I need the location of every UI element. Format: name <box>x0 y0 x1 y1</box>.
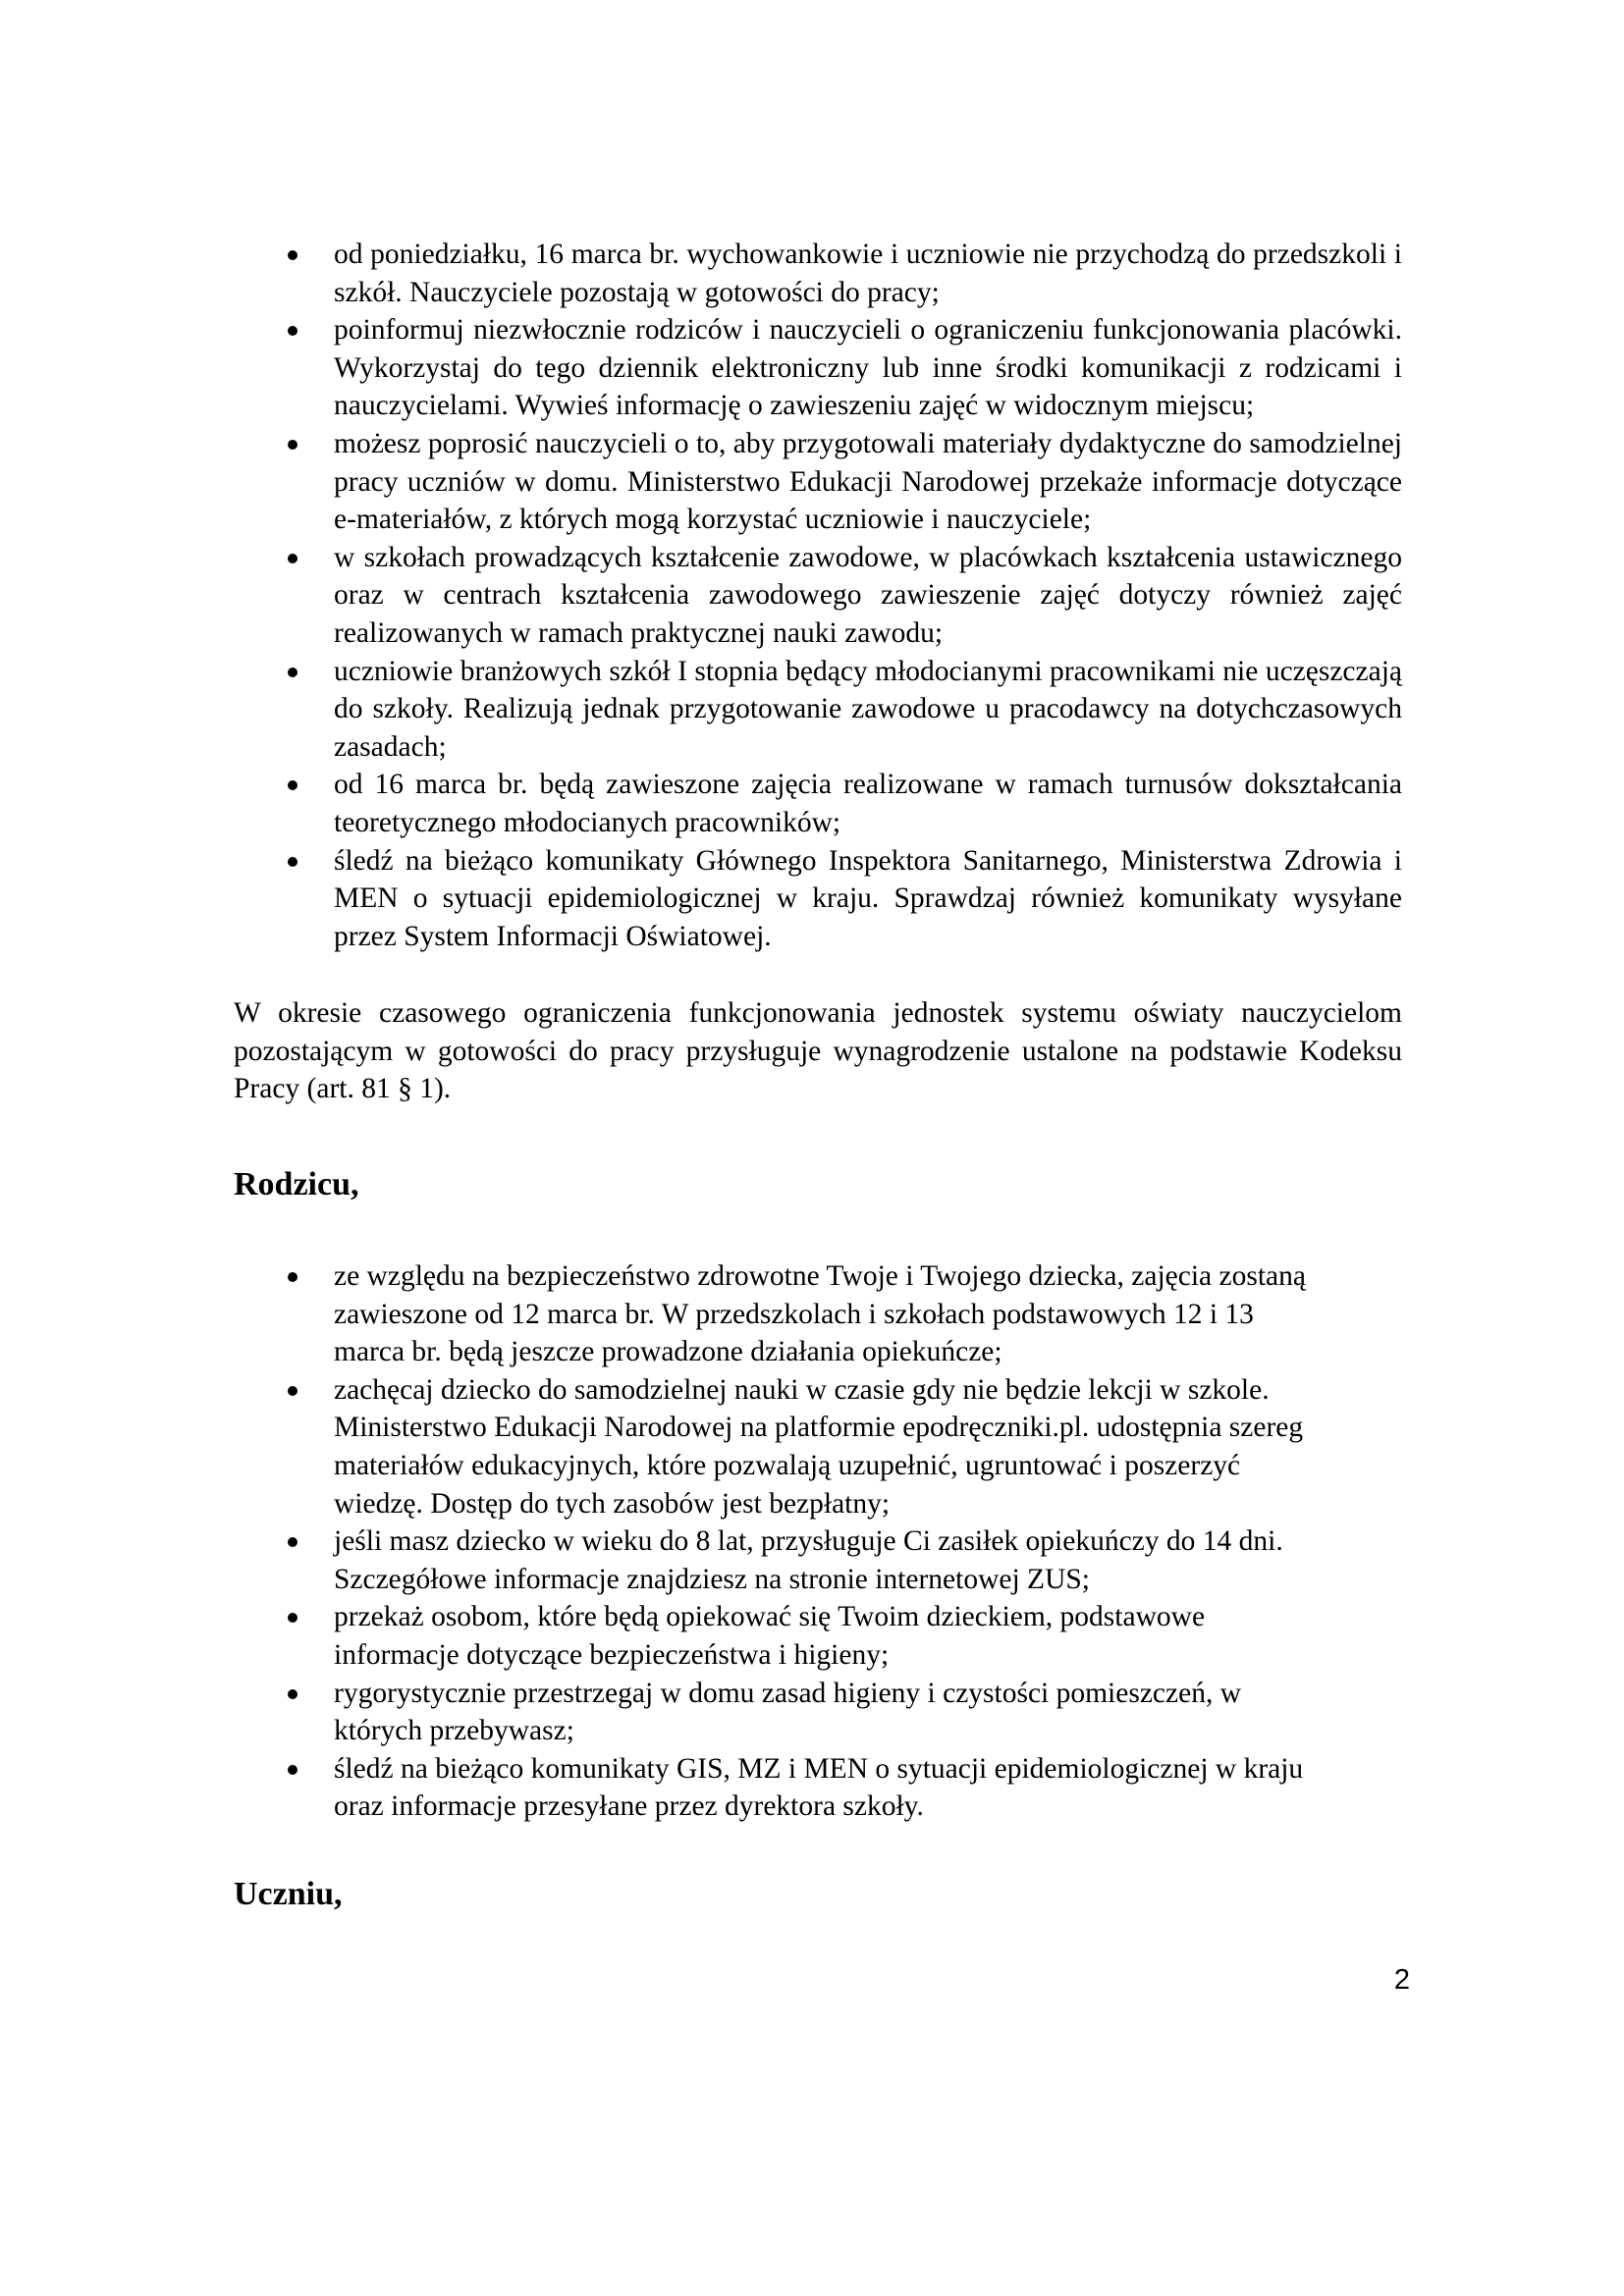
bullet-icon <box>288 667 298 677</box>
bullet-icon <box>288 326 298 336</box>
list-item <box>234 842 1402 956</box>
list-item-line: przekaż osobom, które będą opiekować się Twoim dzieckiem, podstawowe <box>334 1601 1206 1633</box>
list-item-line: wiedzę. Dostęp do tych zasobów jest bezpłatny; <box>334 1487 891 1520</box>
list-item-line: Szczegółowe informacje znajdziesz na stronie internetowej ZUS; <box>334 1563 1090 1595</box>
list-item-line: marca br. będą jeszcze prowadzone działania opiekuńcze; <box>334 1336 1002 1368</box>
bullet-icon <box>288 1613 298 1623</box>
list-item-line: śledź na bieżąco komunikaty GIS, MZ i MEN o sytuacji epidemiologicznej w kraju <box>334 1752 1304 1785</box>
parents-guidance-list <box>234 1257 1402 1826</box>
list-item <box>234 653 1402 767</box>
list-item-line: materiałów edukacyjnych, które pozwalają uzupełnić, ugruntować i poszerzyć <box>334 1450 1241 1482</box>
list-item-text: uczniowie branżowych szkół I stopnia będący młodocianymi pracownikami nie uczęszczają do szkoły. Realizują jednak przygotowanie zawodowe u pracodawcy na dotychczasowych zasadach; <box>334 655 1402 763</box>
bullet-icon <box>288 1765 298 1775</box>
list-item-line: zachęcaj dziecko do samodzielnej nauki w czasie gdy nie będzie lekcji w szkole. <box>334 1373 1270 1406</box>
list-item-text: w szkołach prowadzących kształcenie zawodowe, w placówkach kształcenia ustawicznego oraz w centrach kształcenia zawodowego zawieszenie zajęć dotyczy również zajęć realizowanych w ramach praktycznej nauki zawodu; <box>334 541 1402 649</box>
list-item <box>234 425 1402 539</box>
bullet-icon <box>288 1386 298 1396</box>
list-item-line: informacje dotyczące bezpieczeństwa i higieny; <box>334 1639 890 1671</box>
bullet-icon <box>288 1272 298 1282</box>
bullet-icon <box>288 440 298 450</box>
list-item-line: zawieszone od 12 marca br. W przedszkolach i szkołach podstawowych 12 i 13 <box>334 1298 1254 1330</box>
page-number: 2 <box>1393 1964 1410 1996</box>
parents-heading: Rodzicu, <box>234 1166 359 1203</box>
bullet-icon <box>288 780 298 790</box>
list-item-line: ze względu na bezpieczeństwo zdrowotne Twoje i Twojego dziecka, zajęcia zostaną <box>334 1260 1306 1293</box>
list-item-line: jeśli masz dziecko w wieku do 8 lat, przysługuje Ci zasiłek opiekuńczy do 14 dni. <box>334 1525 1283 1558</box>
salary-paragraph: W okresie czasowego ograniczenia funkcjonowania jednostek systemu oświaty nauczycielom pozostającym w gotowości do pracy przysługuje wynagrodzenie ustalone na podstawie Kodeksu Pracy (art. 81 § 1). <box>234 997 1402 1105</box>
list-item-text: poinformuj niezwłocznie rodziców i nauczycieli o ograniczeniu funkcjonowania placówki. Wykorzystaj do tego dziennik elektroniczny lub inne środki komunikacji z rodzicami i nauczycielami. Wywieś informację o zawieszeniu zajęć w widocznym miejscu; <box>334 314 1402 422</box>
students-heading: Uczniu, <box>234 1875 343 1912</box>
list-item <box>234 1257 1402 1371</box>
bullet-icon <box>288 1537 298 1547</box>
list-item <box>234 1750 1402 1826</box>
list-item <box>234 766 1402 841</box>
list-item <box>234 311 1402 425</box>
list-item <box>234 1522 1402 1598</box>
list-item-text: od 16 marca br. będą zawieszone zajęcia realizowane w ramach turnusów dokształcania teoretycznego młodocianych pracowników; <box>334 769 1402 838</box>
list-item-line: Ministerstwo Edukacji Narodowej na platformie epodręczniki.pl. udostępnia szereg <box>334 1412 1304 1444</box>
page-content <box>234 236 1402 1914</box>
list-item-text: śledź na bieżąco komunikaty Głównego Inspektora Sanitarnego, Ministerstwa Zdrowia i MEN o sytuacji epidemiologicznej w kraju. Sprawdzaj również komunikaty wysyłane przez System Informacji Oświatowej. <box>334 844 1402 952</box>
list-item-text: od poniedziałku, 16 marca br. wychowankowie i uczniowie nie przychodzą do przedszkoli i szkół. Nauczyciele pozostają w gotowości do pracy; <box>334 239 1402 308</box>
bullet-icon <box>288 857 298 867</box>
list-item <box>234 1598 1402 1674</box>
list-item <box>234 236 1402 311</box>
list-item-line: rygorystycznie przestrzegaj w domu zasad higieny i czystości pomieszczeń, w <box>334 1677 1242 1709</box>
bullet-icon <box>288 250 298 260</box>
teachers-guidance-list <box>234 236 1402 955</box>
list-item-text: możesz poprosić nauczycieli o to, aby przygotowali materiały dydaktyczne do samodzielnej pracy uczniów w domu. Ministerstwo Edukacji Narodowej przekaże informacje dotyczące e-materiałów, z których mogą korzystać uczniowie i nauczyciele; <box>334 427 1402 536</box>
list-item-line: oraz informacje przesyłane przez dyrektora szkoły. <box>334 1790 924 1823</box>
list-item <box>234 1371 1402 1522</box>
list-item <box>234 1675 1402 1750</box>
bullet-icon <box>288 554 298 563</box>
list-item-line: których przebywasz; <box>334 1715 574 1747</box>
bullet-icon <box>288 1689 298 1699</box>
list-item <box>234 539 1402 653</box>
